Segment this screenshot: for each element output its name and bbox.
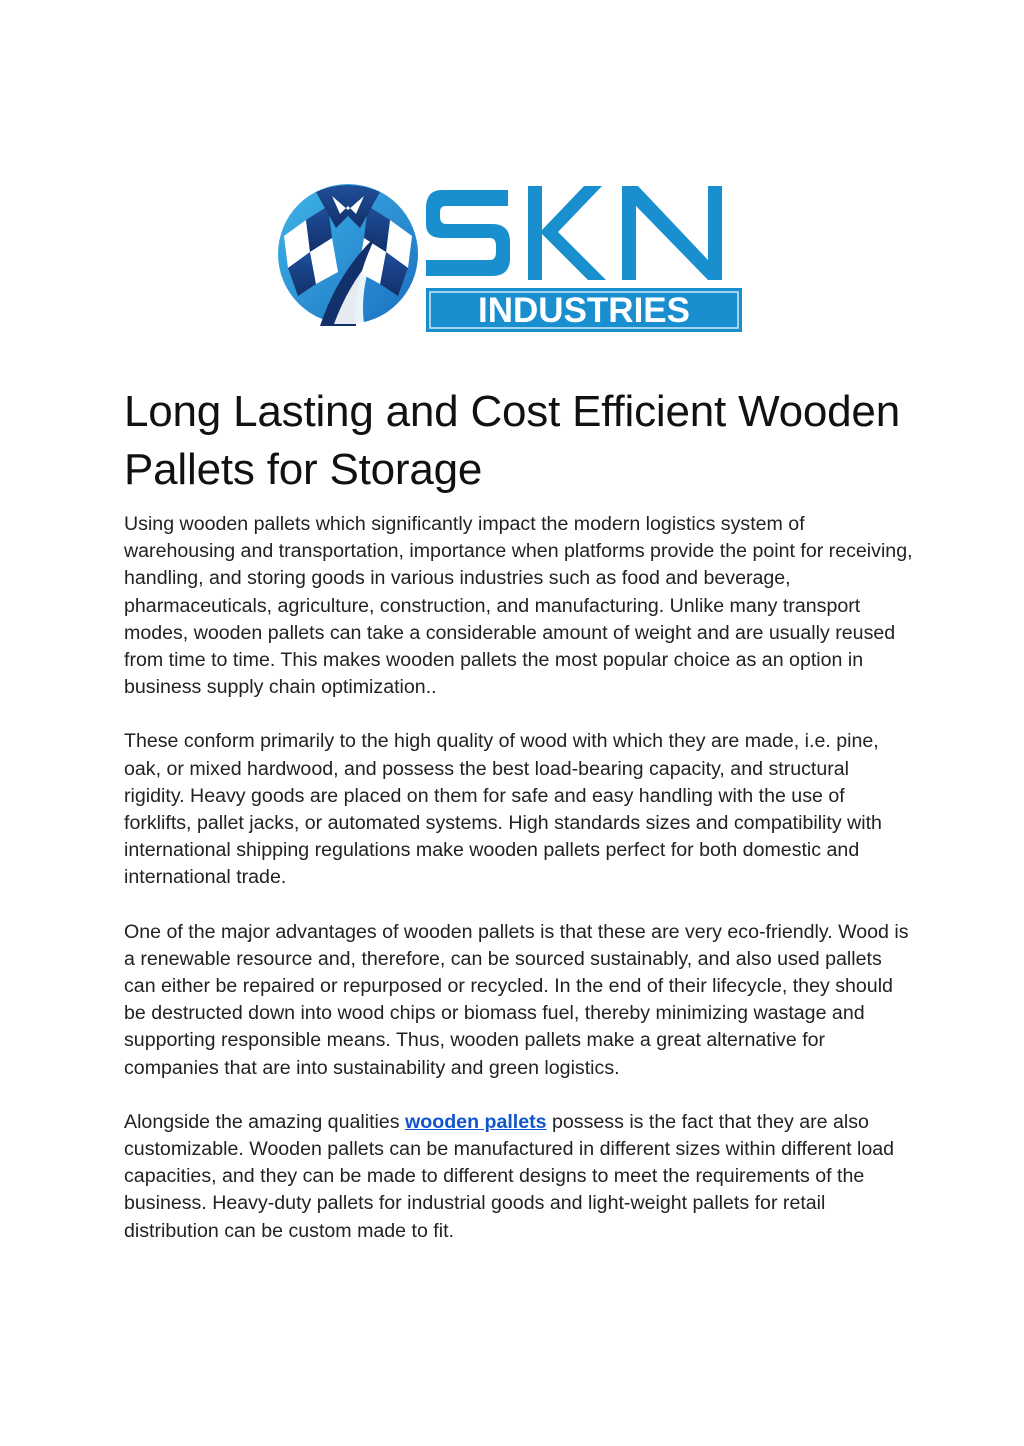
paragraph-4-before-link: Alongside the amazing qualities (124, 1110, 406, 1133)
wooden-pallets-link[interactable]: wooden pallets (405, 1110, 547, 1133)
brand-subtitle-bar (426, 288, 742, 332)
paragraph-2: These conform primarily to the high quality of wood with which they are made, i.e. pine, oak, or mixed hardwood, and possess the best load-bearing capacity, and structural rigidity. Heavy goods are placed on them for safe and easy handling with the use of forklifts, pallet jacks, or automated systems. High standards sizes and compatibility with international shipping regulations make wooden pallets perfect for both domestic and international trade. (124, 730, 882, 889)
brand-subtitle: INDUSTRIES (478, 291, 690, 330)
page-title: Long Lasting and Cost Efficient Wooden Pallets for Storage (124, 387, 900, 494)
brand-logo (276, 176, 746, 334)
paragraph-1: Using wooden pallets which significantly impact the modern logistics system of warehousing and transportation, importance when platforms provide the point for receiving, handling, and storing goods in various industries such as food and beverage, pharmaceuticals, agriculture, construction, and manufacturing. Unlike many transport modes, wooden pallets can take a considerable amount of weight and are usually reused from time to time. This makes wooden pallets the most popular choice as an option in business supply chain optimization.. (124, 513, 913, 699)
skn-globe-logo-icon (276, 176, 746, 334)
paragraph-3: One of the major advantages of wooden pallets is that these are very eco-friendly. Wood is a renewable resource and, therefore, can be sourced sustainably, and also used pallets can either be repaired or repurposed or recycled. In the end of their lifecycle, they should be destructed down into wood chips or biomass fuel, thereby minimizing wastage and supporting responsible means. Thus, wooden pallets make a great alternative for companies that are into sustainability and green logistics. (124, 920, 909, 1079)
paragraph-4 (124, 1109, 914, 1245)
paragraph-4-after-link: possess is the fact that they are also customizable. Wooden pallets can be manufactured in different sizes within different load capacities, and they can be made to different designs to meet the requirements of the business. Heavy-duty pallets for industrial goods and light-weight pallets for retail distribution can be custom made to fit. (124, 1110, 895, 1242)
brand-wordmark (426, 186, 722, 280)
globe-emblem (278, 184, 418, 326)
article (124, 383, 914, 1272)
